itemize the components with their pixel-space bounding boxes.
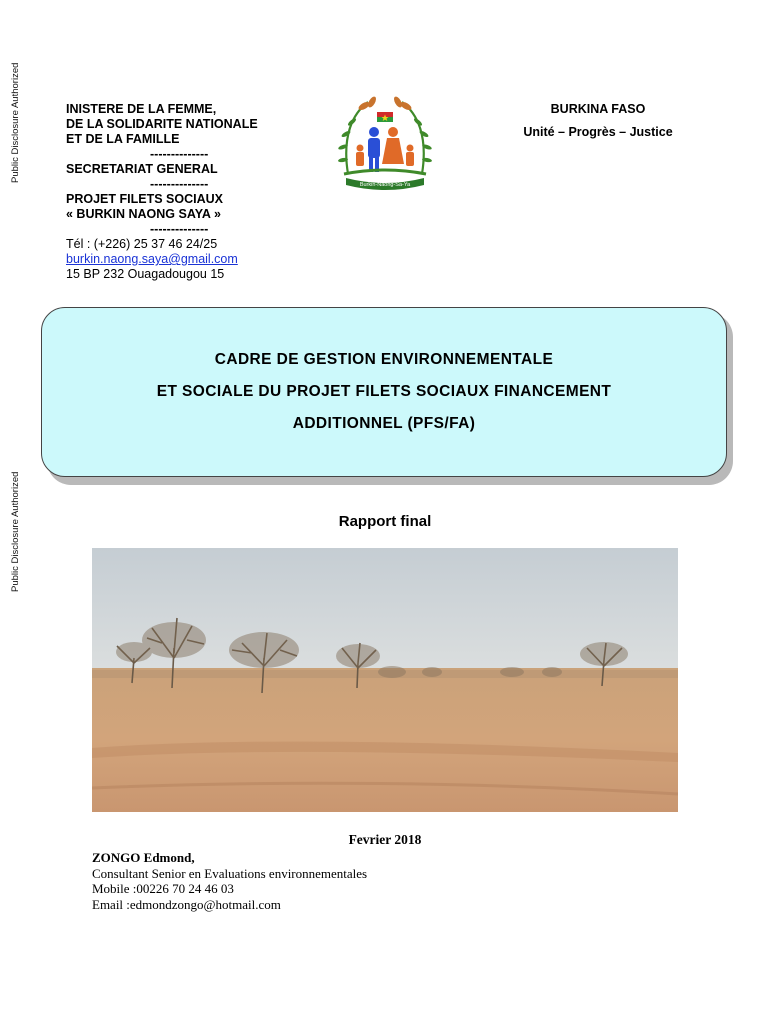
ministry-line: INISTERE DE LA FEMME, — [66, 102, 217, 116]
country-header — [508, 102, 688, 140]
landscape-photo — [92, 548, 678, 812]
country-name: BURKINA FASO — [550, 102, 646, 116]
author-name: ZONGO Edmond, — [92, 850, 195, 865]
public-disclosure-note: Public Disclosure Authorized — [10, 471, 21, 592]
project-name: PROJET FILETS SOCIAUX — [66, 192, 223, 206]
document-title-box — [41, 307, 727, 477]
ministry-line: ET DE LA FAMILLE — [66, 132, 180, 146]
project-name: « BURKIN NAONG SAYA » — [66, 207, 221, 221]
email-link[interactable]: burkin.naong.saya@gmail.com — [66, 252, 238, 266]
ministry-line: DE LA SOLIDARITE NATIONALE — [66, 117, 258, 131]
report-status-label: Rapport final — [338, 513, 432, 530]
document-title-line: ET SOCIALE DU PROJET FILETS SOCIAUX FINANCEMENT — [156, 383, 612, 400]
document-title-line: CADRE DE GESTION ENVIRONNEMENTALE — [214, 351, 554, 368]
separator: -------------- — [150, 147, 209, 161]
logo-ribbon-text: Burkin-Naong-Sa-Ya — [359, 182, 411, 188]
author-block — [92, 850, 367, 912]
author-mobile: Mobile :00226 70 24 46 03 — [92, 881, 234, 896]
ministry-header — [66, 102, 258, 282]
project-logo — [330, 92, 440, 192]
report-date: Fevrier 2018 — [348, 832, 422, 847]
document-title-line: ADDITIONNEL (PFS/FA) — [292, 415, 476, 432]
country-motto: Unité – Progrès – Justice — [523, 125, 673, 139]
separator: -------------- — [150, 222, 209, 236]
secretariat-label: SECRETARIAT GENERAL — [66, 162, 218, 176]
author-email: Email :edmondzongo@hotmail.com — [92, 896, 281, 912]
author-role: Consultant Senior en Evaluations environnementales — [92, 865, 368, 881]
public-disclosure-note: Public Disclosure Authorized — [10, 62, 21, 183]
postal-address: 15 BP 232 Ouagadougou 15 — [66, 267, 225, 281]
separator: -------------- — [150, 177, 209, 191]
phone-number: Tél : (+226) 25 37 46 24/25 — [66, 237, 218, 251]
